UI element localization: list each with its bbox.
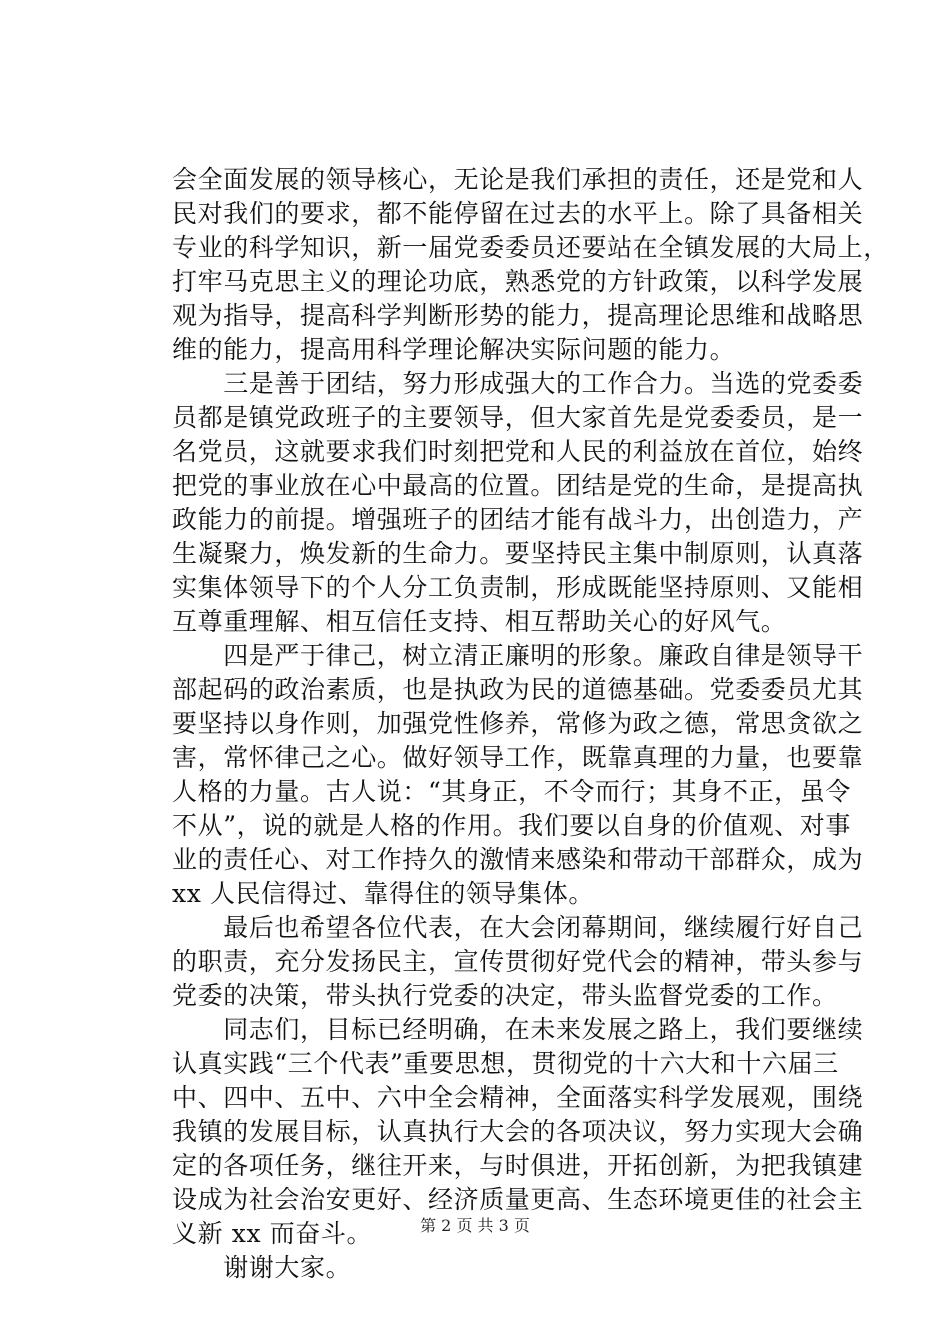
text-line: 的职责，充分发扬民主，宣传贯彻好党代会的精神，带头参与 (172, 947, 864, 976)
text-line: 员都是镇党政班子的主要领导，但大家首先是党委委员，是一 (172, 403, 864, 432)
text-line: 我镇的发展目标，认真执行大会的各项决议，努力实现大会确 (172, 1117, 864, 1146)
text-line: 义新 xx 而奋斗。 (172, 1219, 373, 1248)
text-line: 民对我们的要求，都不能停留在过去的水平上。除了具备相关 (172, 199, 864, 228)
text-line: 观为指导，提高科学判断形势的能力，提高理论思维和战略思 (172, 301, 864, 330)
text-line: 人格的力量。古人说：“其身正，不令而行；其身不正，虽令 (172, 777, 851, 806)
text-line: 专业的科学知识，新一届党委委员还要站在全镇发展的大局上， (172, 233, 889, 262)
text-line: 三是善于团结，努力形成强大的工作合力。当选的党委委 (172, 369, 864, 398)
text-line: 同志们，目标已经明确，在未来发展之路上，我们要继续 (172, 1015, 864, 1044)
text-line: 谢谢大家。 (172, 1253, 352, 1282)
text-line: 党委的决策，带头执行党委的决定，带头监督党委的工作。 (172, 981, 838, 1010)
body-text (172, 163, 889, 1285)
text-line: 生凝聚力，焕发新的生命力。要坚持民主集中制原则，认真落 (172, 539, 864, 568)
text-line: 设成为社会治安更好、经济质量更高、生态环境更佳的社会主 (172, 1185, 864, 1214)
text-line: 互尊重理解、相互信任支持、相互帮助关心的好风气。 (172, 607, 787, 636)
text-line: 不从”，说的就是人格的作用。我们要以自身的价值观、对事 (172, 811, 851, 840)
text-line: 实集体领导下的个人分工负责制，形成既能坚持原则、又能相 (172, 573, 864, 602)
text-line: 害，常怀律己之心。做好领导工作，既靠真理的力量，也要靠 (172, 743, 864, 772)
text-line: 中、四中、五中、六中全会精神，全面落实科学发展观，围绕 (172, 1083, 864, 1112)
text-line: 维的能力，提高用科学理论解决实际问题的能力。 (172, 335, 736, 364)
text-line: 认真实践“三个代表”重要思想，贯彻党的十六大和十六届三 (172, 1049, 839, 1078)
text-line: 业的责任心、对工作持久的激情来感染和带动干部群众，成为 (172, 845, 864, 874)
text-line: 名党员，这就要求我们时刻把党和人民的利益放在首位，始终 (172, 437, 864, 466)
page-footer: 第 2 页 共 3 页 (420, 1216, 530, 1235)
text-line: 打牢马克思主义的理论功底，熟悉党的方针政策，以科学发展 (172, 267, 864, 296)
text-line: 部起码的政治素质，也是执政为民的道德基础。党委委员尤其 (172, 675, 864, 704)
text-line: 四是严于律己，树立清正廉明的形象。廉政自律是领导干 (172, 641, 864, 670)
text-line: 会全面发展的领导核心，无论是我们承担的责任，还是党和人 (172, 165, 864, 194)
text-line: 政能力的前提。增强班子的团结才能有战斗力，出创造力，产 (172, 505, 864, 534)
text-line: xx 人民信得过、靠得住的领导集体。 (172, 879, 594, 908)
text-line: 要坚持以身作则，加强党性修养，常修为政之德，常思贪欲之 (172, 709, 864, 738)
text-line: 最后也希望各位代表，在大会闭幕期间，继续履行好自己 (172, 913, 864, 942)
text-line: 把党的事业放在心中最高的位置。团结是党的生命，是提高执 (172, 471, 864, 500)
text-line: 定的各项任务，继往开来，与时俱进，开拓创新，为把我镇建 (172, 1151, 864, 1180)
